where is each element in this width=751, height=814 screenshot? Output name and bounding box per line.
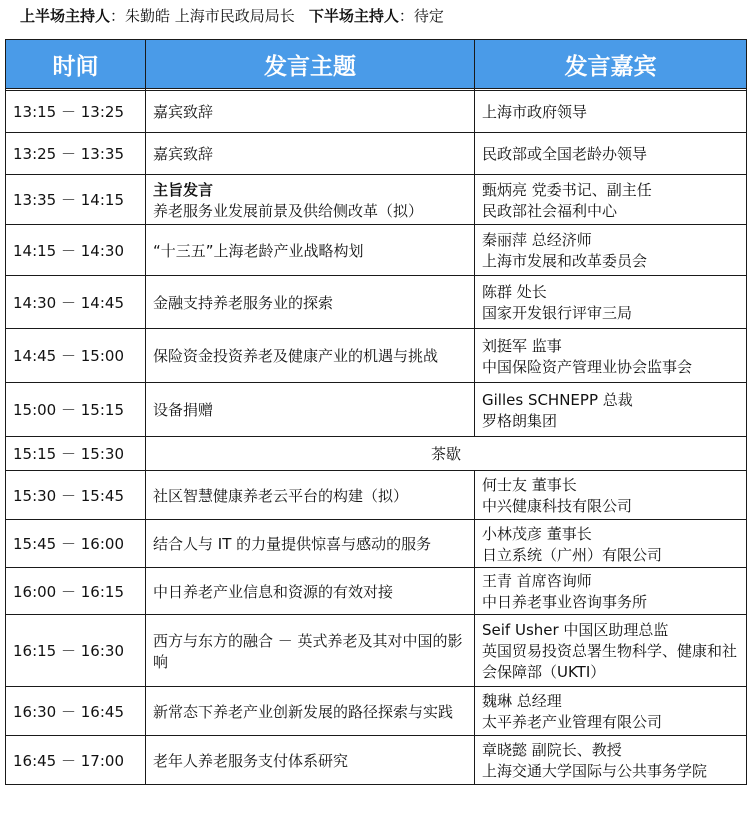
table-row <box>6 471 747 520</box>
time-cell: 14:15 － 14:30 <box>6 225 146 276</box>
header-time: 时间 <box>6 40 146 89</box>
time-cell: 14:45 － 15:00 <box>6 329 146 383</box>
speaker-name: 民政部或全国老龄办领导 <box>482 145 648 163</box>
first-half-host-label: 上半场主持人 <box>20 7 111 25</box>
time-cell: 16:30 － 16:45 <box>6 687 146 736</box>
header-speaker: 发言嘉宾 <box>475 40 747 89</box>
second-half-host-label: 下半场主持人 <box>308 7 399 25</box>
table-row <box>6 276 747 329</box>
speaker-org: 民政部社会福利中心 <box>482 201 618 220</box>
time-cell: 13:25 － 13:35 <box>6 133 146 175</box>
speaker-org: 国家开发银行评审三局 <box>482 304 633 322</box>
table-row <box>6 133 747 175</box>
topic-text: 设备捐赠 <box>153 401 214 419</box>
table-row <box>6 383 747 437</box>
break-cell: 茶歇 <box>146 437 747 471</box>
speaker-org: 中国保险资产管理业协会监事会 <box>482 357 693 376</box>
speaker-cell <box>475 329 747 383</box>
topic-cell <box>146 276 475 329</box>
topic-text: 西方与东方的融合 － 英式养老及其对中国的影响 <box>153 631 463 671</box>
time-cell: 15:30 － 15:45 <box>6 471 146 520</box>
table-row <box>6 736 747 785</box>
table-row <box>6 437 747 471</box>
speaker-cell <box>475 91 747 133</box>
speaker-org: 上海市发展和改革委员会 <box>482 252 648 270</box>
speaker-name: 魏琳 总经理 <box>482 692 562 710</box>
table-row <box>6 329 747 383</box>
speaker-org: 太平养老产业管理有限公司 <box>482 713 663 731</box>
time-cell: 14:30 － 14:45 <box>6 276 146 329</box>
topic-cell <box>146 225 475 276</box>
speaker-name: Gilles SCHNEPP 总裁 <box>482 390 633 409</box>
time-cell: 13:35 － 14:15 <box>6 175 146 225</box>
speaker-cell <box>475 736 747 785</box>
topic-text: 嘉宾致辞 <box>153 103 214 121</box>
speaker-name: 甄炳亮 党委书记、副主任 <box>482 180 652 199</box>
speaker-cell <box>475 615 747 687</box>
time-cell: 16:00 － 16:15 <box>6 568 146 615</box>
colon: ： <box>398 7 414 25</box>
first-half-host-value: 朱勤皓 上海市民政局局长 <box>125 7 295 25</box>
topic-cell <box>146 520 475 568</box>
speaker-org: 罗格朗集团 <box>482 411 558 430</box>
topic-text: 养老服务业发展前景及供给侧改革（拟） <box>153 201 424 220</box>
table-row <box>6 568 747 615</box>
speaker-name: 王青 首席咨询师 <box>482 572 592 590</box>
header-row <box>6 40 747 89</box>
speaker-cell <box>475 520 747 568</box>
table-row <box>6 687 747 736</box>
schedule-table <box>5 39 747 785</box>
speaker-cell <box>475 225 747 276</box>
speaker-name: Seif Usher 中国区助理总监 <box>482 621 669 639</box>
time-cell: 15:00 － 15:15 <box>6 383 146 437</box>
topic-heading: 主旨发言 <box>153 180 214 199</box>
time-cell: 16:45 － 17:00 <box>6 736 146 785</box>
topic-cell <box>146 91 475 133</box>
topic-cell <box>146 133 475 175</box>
speaker-cell <box>475 687 747 736</box>
topic-text: 保险资金投资养老及健康产业的机遇与挑战 <box>153 347 439 365</box>
speaker-org: 日立系统（广州）有限公司 <box>482 545 663 564</box>
topic-cell <box>146 568 475 615</box>
topic-cell <box>146 687 475 736</box>
header-topic: 发言主题 <box>146 40 475 89</box>
speaker-name: 刘挺军 监事 <box>482 336 562 355</box>
topic-text: “十三五”上海老龄产业战略构划 <box>153 241 364 260</box>
topic-text: 新常态下养老产业创新发展的路径探索与实践 <box>153 702 454 721</box>
speaker-org: 中兴健康科技有限公司 <box>482 497 633 515</box>
time-cell: 16:15 － 16:30 <box>6 615 146 687</box>
speaker-name: 上海市政府领导 <box>482 103 588 121</box>
speaker-cell <box>475 383 747 437</box>
topic-cell <box>146 615 475 687</box>
speaker-cell <box>475 471 747 520</box>
table-row <box>6 91 747 133</box>
hosts-line <box>20 4 444 28</box>
speaker-cell <box>475 276 747 329</box>
speaker-name: 陈群 处长 <box>482 283 547 301</box>
topic-cell <box>146 471 475 520</box>
table-row <box>6 175 747 225</box>
speaker-org: 英国贸易投资总署生物科学、健康和社会保障部（UKTI） <box>482 642 738 681</box>
time-cell: 15:45 － 16:00 <box>6 520 146 568</box>
topic-cell <box>146 329 475 383</box>
topic-text: 中日养老产业信息和资源的有效对接 <box>153 582 394 601</box>
speaker-name: 章晓懿 副院长、教授 <box>482 741 622 759</box>
topic-text: 老年人养老服务支付体系研究 <box>153 751 349 770</box>
topic-text: 社区智慧健康养老云平台的构建（拟） <box>153 486 409 505</box>
table-row <box>6 225 747 276</box>
speaker-cell <box>475 175 747 225</box>
time-cell: 15:15 － 15:30 <box>6 437 146 471</box>
topic-cell <box>146 175 475 225</box>
speaker-cell <box>475 133 747 175</box>
speaker-name: 秦丽萍 总经济师 <box>482 231 592 249</box>
table-row <box>6 615 747 687</box>
colon: ： <box>110 7 126 25</box>
speaker-org: 中日养老事业咨询事务所 <box>482 593 648 611</box>
topic-text: 结合人与 IT 的力量提供惊喜与感动的服务 <box>153 535 432 553</box>
speaker-name: 何士友 董事长 <box>482 476 577 494</box>
topic-cell <box>146 736 475 785</box>
schedule-body <box>6 89 747 785</box>
time-cell: 13:15 － 13:25 <box>6 91 146 133</box>
topic-cell <box>146 383 475 437</box>
topic-text: 金融支持养老服务业的探索 <box>153 293 334 312</box>
topic-text: 嘉宾致辞 <box>153 145 214 163</box>
table-row <box>6 520 747 568</box>
speaker-name: 小林茂彦 董事长 <box>482 524 592 543</box>
speaker-cell <box>475 568 747 615</box>
speaker-org: 上海交通大学国际与公共事务学院 <box>482 762 708 780</box>
second-half-host-value: 待定 <box>413 7 444 25</box>
